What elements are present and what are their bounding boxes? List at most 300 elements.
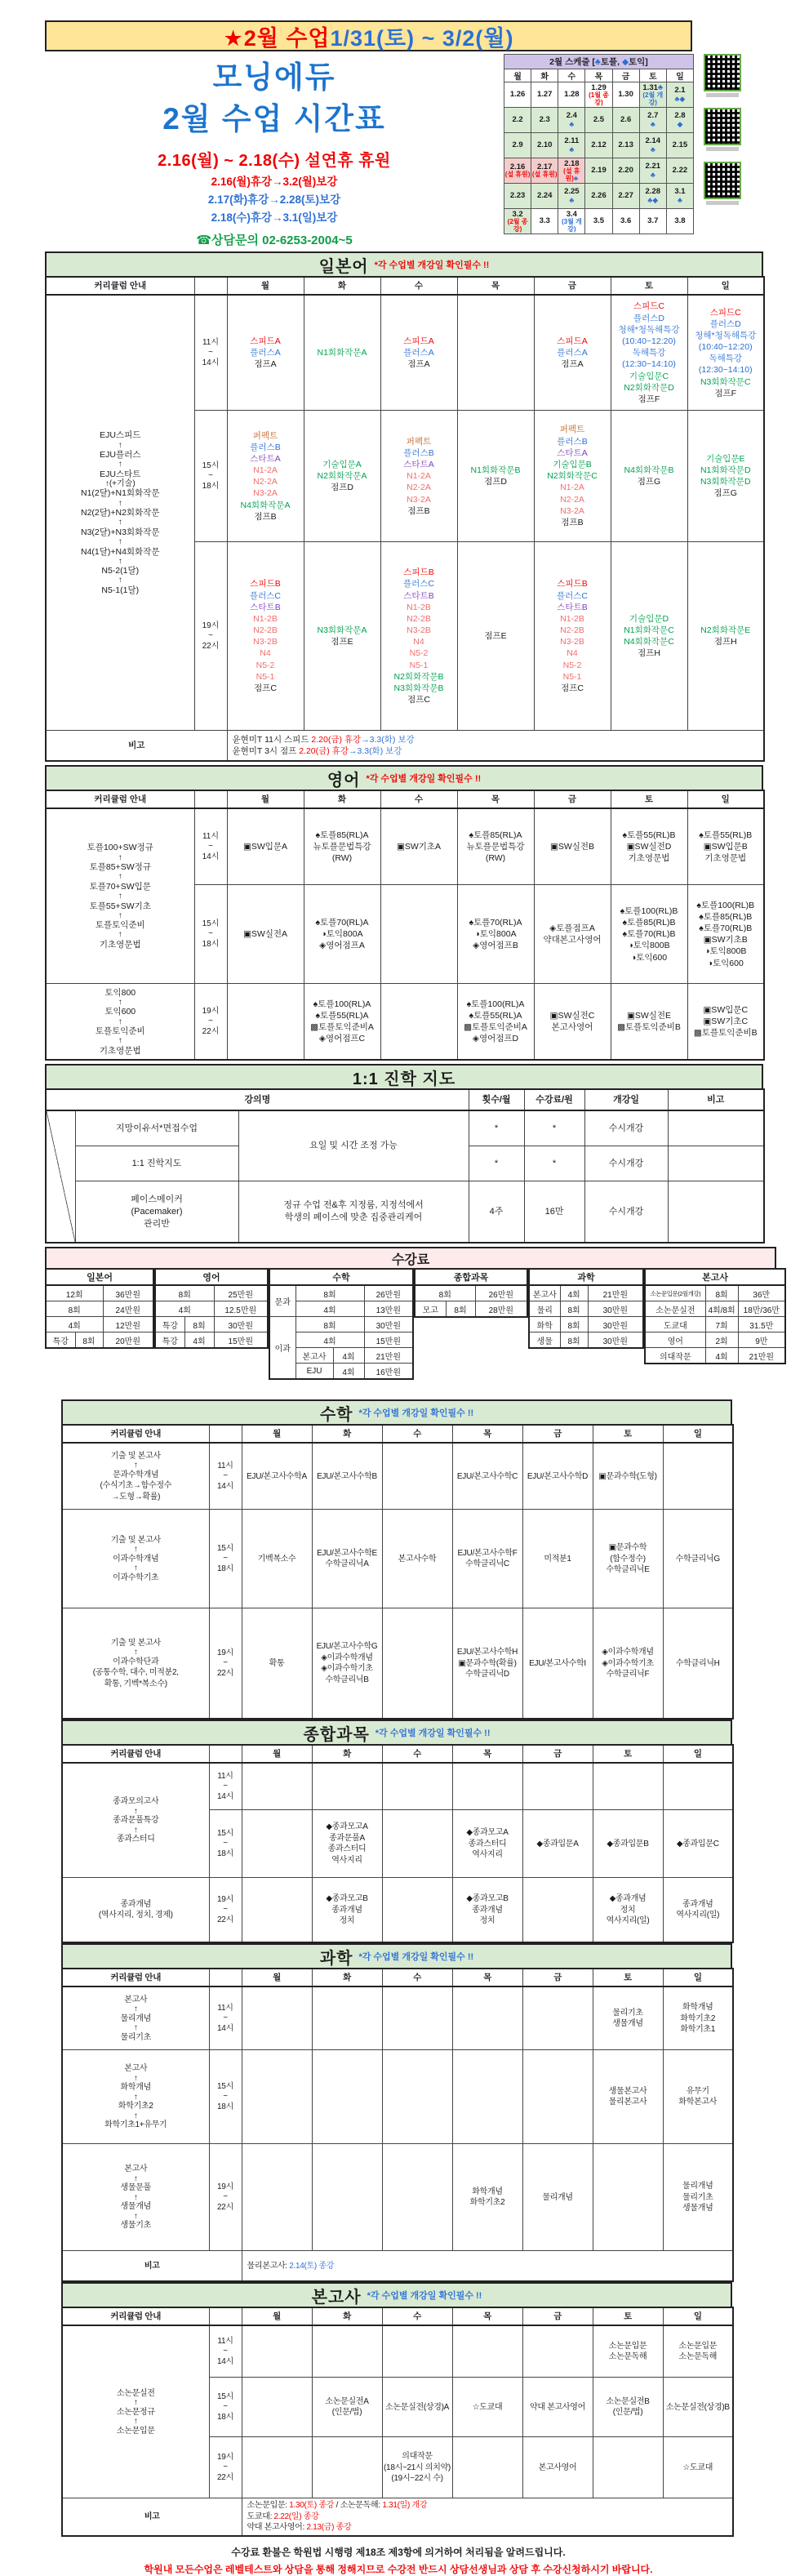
class-entry: ☆도쿄대 (472, 2402, 503, 2412)
tuition-row (645, 1285, 785, 1301)
curriculum-line: ↑ (133, 1648, 138, 1657)
class-entry: ▣SW기초C (703, 1017, 749, 1027)
tuition-cell: 8회 (75, 1332, 103, 1349)
time-line: 15시 (217, 2081, 233, 2091)
class-entry: 독해특강 (709, 354, 743, 364)
day-header-cell: 금 (522, 1425, 593, 1443)
holiday-headline: 2.16(월) ~ 2.18(수) 설연휴 휴원 (158, 152, 391, 171)
class-entry: 점프C (561, 683, 584, 693)
day-cell (380, 808, 457, 885)
day-header-cell: 화 (312, 2307, 382, 2325)
day-cell (382, 2050, 452, 2144)
exam-suit-icons: ♣◆ (674, 94, 686, 103)
class-entry: 점프G (637, 477, 661, 487)
text-segment: 2.13(금) 종강 (306, 2523, 352, 2533)
day-header-cell: 월 (242, 2307, 312, 2325)
day-cell (380, 984, 457, 1061)
class-entry: N5-2 (562, 660, 582, 670)
tuition-group-table (528, 1268, 644, 1349)
day-cell (382, 1608, 452, 1720)
day-cell (522, 2325, 593, 2378)
calendar-date: 3.4 (566, 209, 577, 219)
class-entry: (10:40~12:20) (622, 336, 676, 346)
day-cell (227, 808, 304, 885)
day-cell (227, 295, 304, 411)
time-line: 18시 (202, 481, 220, 491)
tuition-row (529, 1332, 643, 1349)
tuition-cell: 30만원 (588, 1301, 643, 1317)
time-line: ~ (223, 2013, 228, 2022)
curriculum-line: ↑ (133, 1545, 138, 1554)
remarks-line (233, 734, 764, 745)
time-line: 19시 (217, 2452, 233, 2462)
day-cell (312, 1608, 382, 1720)
class-entry: 종과개념 (331, 1905, 362, 1915)
time-cell (209, 1608, 242, 1720)
tuition-title: 수강료 (391, 1252, 430, 1267)
text-segment: 2월 스케줄 [ (549, 57, 595, 67)
section-title: 본고사 (311, 2288, 362, 2307)
class-entry: ♠토플85(RL)A (315, 830, 369, 840)
class-entry: ▣문과수학(확률) (458, 1658, 517, 1668)
curriculum-line: ↑ (133, 2211, 138, 2221)
tuition-row (46, 1332, 153, 1349)
time-line: ~ (208, 1017, 213, 1026)
tuition-group-title: 종합과목 (415, 1269, 527, 1285)
time-line: ~ (208, 929, 213, 938)
calendar-date-cell (531, 158, 558, 184)
day-header-cell: 토 (611, 790, 687, 808)
day-cell (304, 885, 380, 984)
class-entry: 플러스C (249, 590, 281, 601)
class-entry: (10:40~12:20) (698, 342, 753, 353)
tuition-cell: 4회 (184, 1332, 214, 1349)
class-entry: 종과문풀A (329, 1833, 365, 1843)
day-cell (611, 885, 687, 984)
day-cell (452, 1987, 522, 2050)
calendar-date-cell (666, 133, 693, 158)
curriculum-line: ↑ (133, 2173, 138, 2183)
curriculum-line: EJU플러스 (100, 450, 141, 460)
class-entry: ◈영어점프B (473, 941, 518, 951)
calendar-date: 1.26 (509, 90, 526, 100)
class-entry: 점프D (484, 477, 507, 487)
tuition-cell: 21만원 (588, 1285, 643, 1301)
text-segment: 1.31(일) 개강 (382, 2501, 428, 2511)
class-entry: 기술입문B (553, 459, 592, 469)
class-entry: 의대작문 (402, 2452, 433, 2461)
calendar-date: 2.19 (591, 166, 607, 176)
day-header-cell: 월 (227, 790, 304, 808)
class-entry: 물리기초 (682, 2192, 713, 2202)
curriculum-line: ↑ (118, 460, 122, 469)
calendar-table (504, 54, 694, 234)
class-entry: (인문/법) (331, 2408, 362, 2418)
tuition-cell: 20만원 (103, 1332, 153, 1349)
curriculum-line: N5-2(1달) (101, 566, 140, 576)
time-line: 14시 (217, 2356, 233, 2366)
day-header-cell: 목 (457, 277, 534, 295)
day-cell (522, 2378, 593, 2437)
section-header (45, 1064, 763, 1088)
class-entry: 수학클리닉B (325, 1675, 369, 1684)
course-name-line: 페이스메이커 (131, 1194, 183, 1204)
time-line: 19시 (217, 2182, 233, 2191)
text-segment: 2.16(월)휴강→3.2(월)보강 (211, 176, 338, 189)
day-cell (457, 808, 534, 885)
class-entry: N5-1 (562, 671, 582, 682)
class-entry: 물리개념 (682, 2182, 713, 2191)
class-entry: ◑토익800A (321, 929, 363, 940)
course-desc-line: 정규 수업 전&후 지정룸, 지정석에서 (283, 1200, 424, 1211)
curriculum-line: EJU스피드 (100, 430, 141, 441)
makeup-notice-line (45, 190, 504, 207)
time-line: 11시 (217, 2003, 233, 2013)
february-calendar (504, 54, 694, 234)
calendar-date: 1.28 (564, 90, 580, 100)
day-header-cell: 일 (663, 2307, 733, 2325)
time-line: ~ (208, 842, 213, 851)
class-entry: ◈이과수학개념 (602, 1648, 654, 1657)
curriculum-line: N2(2달)+N2회화작문 (80, 508, 160, 518)
text-segment: 토플, (600, 57, 622, 67)
curriculum-line: 기출 및 본고사 (110, 1638, 161, 1648)
remarks-row (62, 2251, 733, 2282)
time-line: 14시 (202, 358, 220, 367)
class-entry: ▣SW기초A (396, 842, 442, 852)
class-entry: 플러스C (556, 590, 588, 601)
curriculum-line: ↑ (133, 1806, 138, 1816)
curriculum-header: 커리큘럼 안내 (62, 2307, 209, 2325)
calendar-date-cell (504, 209, 531, 234)
day-cell (382, 1987, 452, 2050)
class-entry: 종과개념 (682, 1899, 713, 1909)
day-cell (522, 1510, 593, 1608)
calendar-date-cell (504, 108, 531, 133)
curriculum-line: 토플100+SW정규 (87, 843, 153, 853)
class-entry: N2회화작문C (547, 471, 598, 482)
note-header: 비고 (668, 1089, 764, 1110)
tuition-cell: 13만원 (364, 1301, 413, 1317)
remarks-line (247, 2500, 733, 2511)
course-desc-line: 요일 및 시간 조정 가능 (309, 1141, 398, 1151)
curriculum-line: 종과스터디 (116, 1835, 155, 1844)
class-entry: 점프B (561, 517, 584, 527)
exam-suit-icons: ♣ (650, 170, 655, 179)
remarks-row (62, 2498, 733, 2536)
calendar-day-header: 금 (612, 69, 639, 82)
tuition-group-header-row (529, 1269, 643, 1285)
day-cell (522, 2050, 593, 2144)
class-entry: N1-2B (560, 613, 584, 624)
curriculum-line: 이과수학단과 (113, 1657, 159, 1666)
tuition-cell: 12회 (46, 1285, 103, 1301)
class-entry: N2회화작문E (700, 625, 751, 636)
calendar-date-note: (2월 개강) (642, 91, 664, 106)
section-math (61, 1399, 732, 1720)
class-entry: ▣SW실전C (549, 1011, 595, 1021)
curriculum-line: N1(2달)+N1회화작문 (80, 488, 160, 499)
class-entry: 소논문입문 (608, 2341, 647, 2351)
calendar-date-note: (1월 종강) (589, 91, 609, 106)
day-cell (242, 1763, 312, 1810)
class-entry: 퍼펙트 (406, 436, 432, 447)
tuition-cell: 4회 (46, 1317, 103, 1332)
class-entry: ♠토플100(RL)B (696, 900, 755, 910)
curriculum-cell (62, 2144, 209, 2251)
time-line: 11시 (217, 1771, 233, 1781)
bottom-sections (61, 1399, 791, 2537)
calendar-date: 2.22 (672, 166, 688, 176)
qr-code-caption (706, 93, 739, 97)
exam-suit-icons: ♣◆ (647, 195, 659, 204)
counsel-row (46, 1110, 764, 1146)
schedule-table (45, 276, 765, 762)
tuition-cell: 8회 (155, 1285, 214, 1301)
day-header-cell: 목 (452, 1425, 522, 1443)
class-entry: ☆도쿄대 (682, 2463, 713, 2472)
remarks-label: 비고 (46, 731, 227, 762)
tuition-cell: 화학 (529, 1317, 560, 1332)
class-entry: 기술입문E (705, 453, 745, 464)
section-tuition (45, 1247, 791, 1380)
tuition-group-table (414, 1268, 528, 1318)
count-cell: * (469, 1110, 524, 1146)
day-cell (522, 1810, 593, 1878)
curriculum-line: 토익800 (104, 987, 136, 998)
calendar-date-cell (639, 82, 666, 108)
class-entry: 점프E (331, 637, 353, 647)
curriculum-line: (역사지리, 정치, 경제) (98, 1911, 173, 1920)
day-cell (593, 2144, 663, 2251)
calendar-date-cell (558, 184, 585, 209)
makeup-notice-line (45, 208, 504, 225)
class-entry: 수학클리닉E (606, 1565, 650, 1574)
day-cell (522, 1878, 593, 1943)
section-title: 영어 (327, 771, 361, 790)
curriculum-line: ↑ (133, 2073, 138, 2083)
month-banner (45, 20, 692, 51)
calendar-date-cell (612, 82, 639, 108)
curriculum-line: (공통수학, 대수, 미적분2, (92, 1668, 179, 1677)
class-entry: 소논문실전B (606, 2396, 650, 2406)
tuition-cell: 8회 (705, 1285, 738, 1301)
tuition-cell: 소논문입문(2월개강) (645, 1285, 705, 1301)
class-entry: N1회화작문D (700, 465, 751, 476)
section-spacer (45, 1380, 791, 1399)
open-date-header: 개강일 (584, 1089, 668, 1110)
curriculum-line: 기출 및 본고사 (110, 1535, 161, 1545)
calendar-date: 2.12 (591, 140, 607, 150)
class-entry: 기벡복소수 (257, 1554, 296, 1564)
class-entry: N4회화작문C (624, 637, 674, 647)
class-entry: EJU/본고사수학C (456, 1471, 518, 1481)
day-cell (312, 1763, 382, 1810)
class-entry: ◈이과수학기초 (602, 1658, 654, 1668)
time-header (194, 790, 227, 808)
time-line: ~ (223, 1471, 228, 1480)
column-header-row (62, 1425, 733, 1443)
class-entry: 스피드A (557, 336, 588, 346)
calendar-date: 2.16 (509, 162, 526, 171)
curriculum-line: 화학기초2 (118, 2102, 153, 2111)
calendar-date-cell (585, 82, 612, 108)
curriculum-header: 커리큘럼 안내 (62, 1969, 209, 1987)
tuition-cell: 24만원 (103, 1301, 153, 1317)
class-entry: EJU/본고사수학B (317, 1471, 377, 1481)
class-entry: 유무기 (686, 2086, 709, 2096)
tuition-group-header-row (645, 1269, 785, 1285)
class-entry: ♠토플70(RL)A (315, 917, 369, 928)
tuition-cell: 36만원 (103, 1285, 153, 1301)
day-cell (687, 542, 764, 731)
day-header-cell: 월 (227, 277, 304, 295)
schedule-table (61, 1744, 734, 1943)
calendar-date: 3.2 (512, 209, 523, 219)
class-entry: 역사지리 (472, 1850, 503, 1859)
day-cell (382, 2378, 452, 2437)
tuition-group-table (269, 1268, 414, 1380)
day-cell (227, 542, 304, 731)
time-line: 15시 (202, 460, 220, 470)
curriculum-line: ↑ (133, 2192, 138, 2202)
curriculum-line: ↑ (133, 2004, 138, 2013)
time-line: 15시 (217, 1828, 233, 1838)
calendar-date: 2.14 (645, 136, 661, 146)
day-header-cell: 화 (312, 1425, 382, 1443)
class-entry: 본고사영어 (538, 2463, 577, 2472)
column-header-row (46, 1089, 764, 1110)
calendar-day-header: 화 (531, 69, 558, 82)
class-entry: N5-1 (256, 671, 275, 682)
time-line: 22시 (217, 1668, 233, 1678)
class-entry: ▩토플토익준비B (617, 1022, 681, 1033)
tuition-cell: 8회 (296, 1285, 364, 1301)
day-cell (312, 2325, 382, 2378)
class-entry: ♠토플85(RL)A (469, 830, 522, 840)
day-cell (534, 295, 611, 411)
tuition-cell: 25만원 (214, 1285, 268, 1301)
section-science (61, 1943, 732, 2282)
time-line: 18시 (217, 1564, 233, 1573)
toefl-suit-icon: ♣ (657, 82, 664, 92)
curriculum-cell (62, 1510, 209, 1608)
text-segment: 도쿄대: (247, 2511, 274, 2521)
class-entry: EJU/본고사수학H (456, 1648, 518, 1657)
day-header-cell: 수 (382, 1425, 452, 1443)
day-cell (242, 1987, 312, 2050)
day-header-cell: 목 (457, 790, 534, 808)
diagonal-cell (46, 1110, 75, 1243)
time-line: ~ (223, 2402, 228, 2411)
calendar-week-row (504, 82, 694, 108)
time-line: 14시 (217, 2023, 233, 2033)
count-cell: * (469, 1146, 524, 1181)
class-entry: ♠토플85(RL)B (699, 911, 753, 922)
class-entry: ♠토플100(RL)A (466, 999, 525, 1009)
tuition-row (645, 1332, 785, 1348)
count-cell: 4주 (469, 1181, 524, 1244)
qr-code-icon (704, 162, 741, 199)
time-header (194, 277, 227, 295)
schedule-row (62, 1878, 733, 1943)
day-header-cell: 월 (242, 1969, 312, 1987)
time-cell (209, 1987, 242, 2050)
calendar-date-cell (666, 209, 693, 234)
day-cell (452, 2378, 522, 2437)
class-entry: 본고사수학 (398, 1554, 437, 1564)
class-entry: 점프C (407, 695, 430, 705)
day-cell (380, 542, 457, 731)
class-entry: N3회화작문B (393, 683, 444, 693)
calendar-date: 2.15 (672, 140, 688, 150)
tuition-row (415, 1285, 527, 1301)
text-segment: 2.17(화)휴강→2.28(토)보강 (207, 194, 341, 207)
class-entry: N2회화작문A (317, 471, 367, 482)
timetable-title: 2월 수업 시간표 (162, 102, 386, 136)
curriculum-line: ↑ (133, 2111, 138, 2120)
day-cell (534, 984, 611, 1061)
day-cell (457, 885, 534, 984)
day-header-cell: 금 (522, 1969, 593, 1987)
day-cell (382, 2144, 452, 2251)
class-entry: 점프E (484, 631, 507, 642)
tuition-cell: 문과 (269, 1285, 296, 1317)
tuition-cell: 8회 (446, 1301, 475, 1318)
calendar-date: 2.6 (620, 115, 632, 125)
class-entry: ◑토익600 (707, 958, 744, 968)
calendar-date: 2.10 (536, 140, 553, 150)
class-entry: (12:30~14:10) (698, 365, 753, 376)
time-cell (209, 1810, 242, 1878)
tuition-cell: 8회 (415, 1285, 475, 1301)
class-entry: 물리기초 (612, 2008, 643, 2018)
section-header (45, 251, 763, 276)
day-header-cell: 토 (593, 2307, 663, 2325)
schedule-row (62, 1443, 733, 1510)
class-entry: 화학기초2 (680, 2013, 716, 2023)
tuition-group-table (45, 1268, 154, 1349)
remarks-line (247, 2511, 733, 2523)
day-cell (242, 1443, 312, 1510)
day-cell (522, 1443, 593, 1510)
class-entry: N2-2B (407, 613, 431, 624)
class-entry: 플러스B (403, 447, 434, 458)
class-entry: 소논문실전A (325, 2396, 369, 2406)
tuition-cell: 소논문실전 (645, 1301, 705, 1317)
tuition-row (645, 1348, 785, 1364)
schedule-table (45, 790, 765, 1061)
class-entry: ♠토플70(RL)B (699, 923, 753, 934)
day-cell (452, 2325, 522, 2378)
class-entry: 점프A (254, 359, 277, 370)
day-cell (611, 411, 687, 542)
class-entry: 물리본고사 (608, 2098, 647, 2107)
curriculum-cell (62, 1608, 209, 1720)
time-cell (209, 1878, 242, 1943)
calendar-date: 3.8 (674, 216, 686, 226)
calendar-date-cell (585, 209, 612, 234)
day-header-cell: 화 (304, 790, 380, 808)
day-cell (663, 2378, 733, 2437)
calendar-day-header: 월 (504, 69, 531, 82)
class-entry: 점프C (254, 683, 277, 693)
class-entry: ◈토플점프A (549, 923, 595, 934)
calendar-date: 3.6 (620, 216, 632, 226)
calendar-date: 2.17 (536, 162, 553, 171)
curriculum-line: ↑ (118, 576, 122, 585)
counsel-row (46, 1181, 764, 1244)
